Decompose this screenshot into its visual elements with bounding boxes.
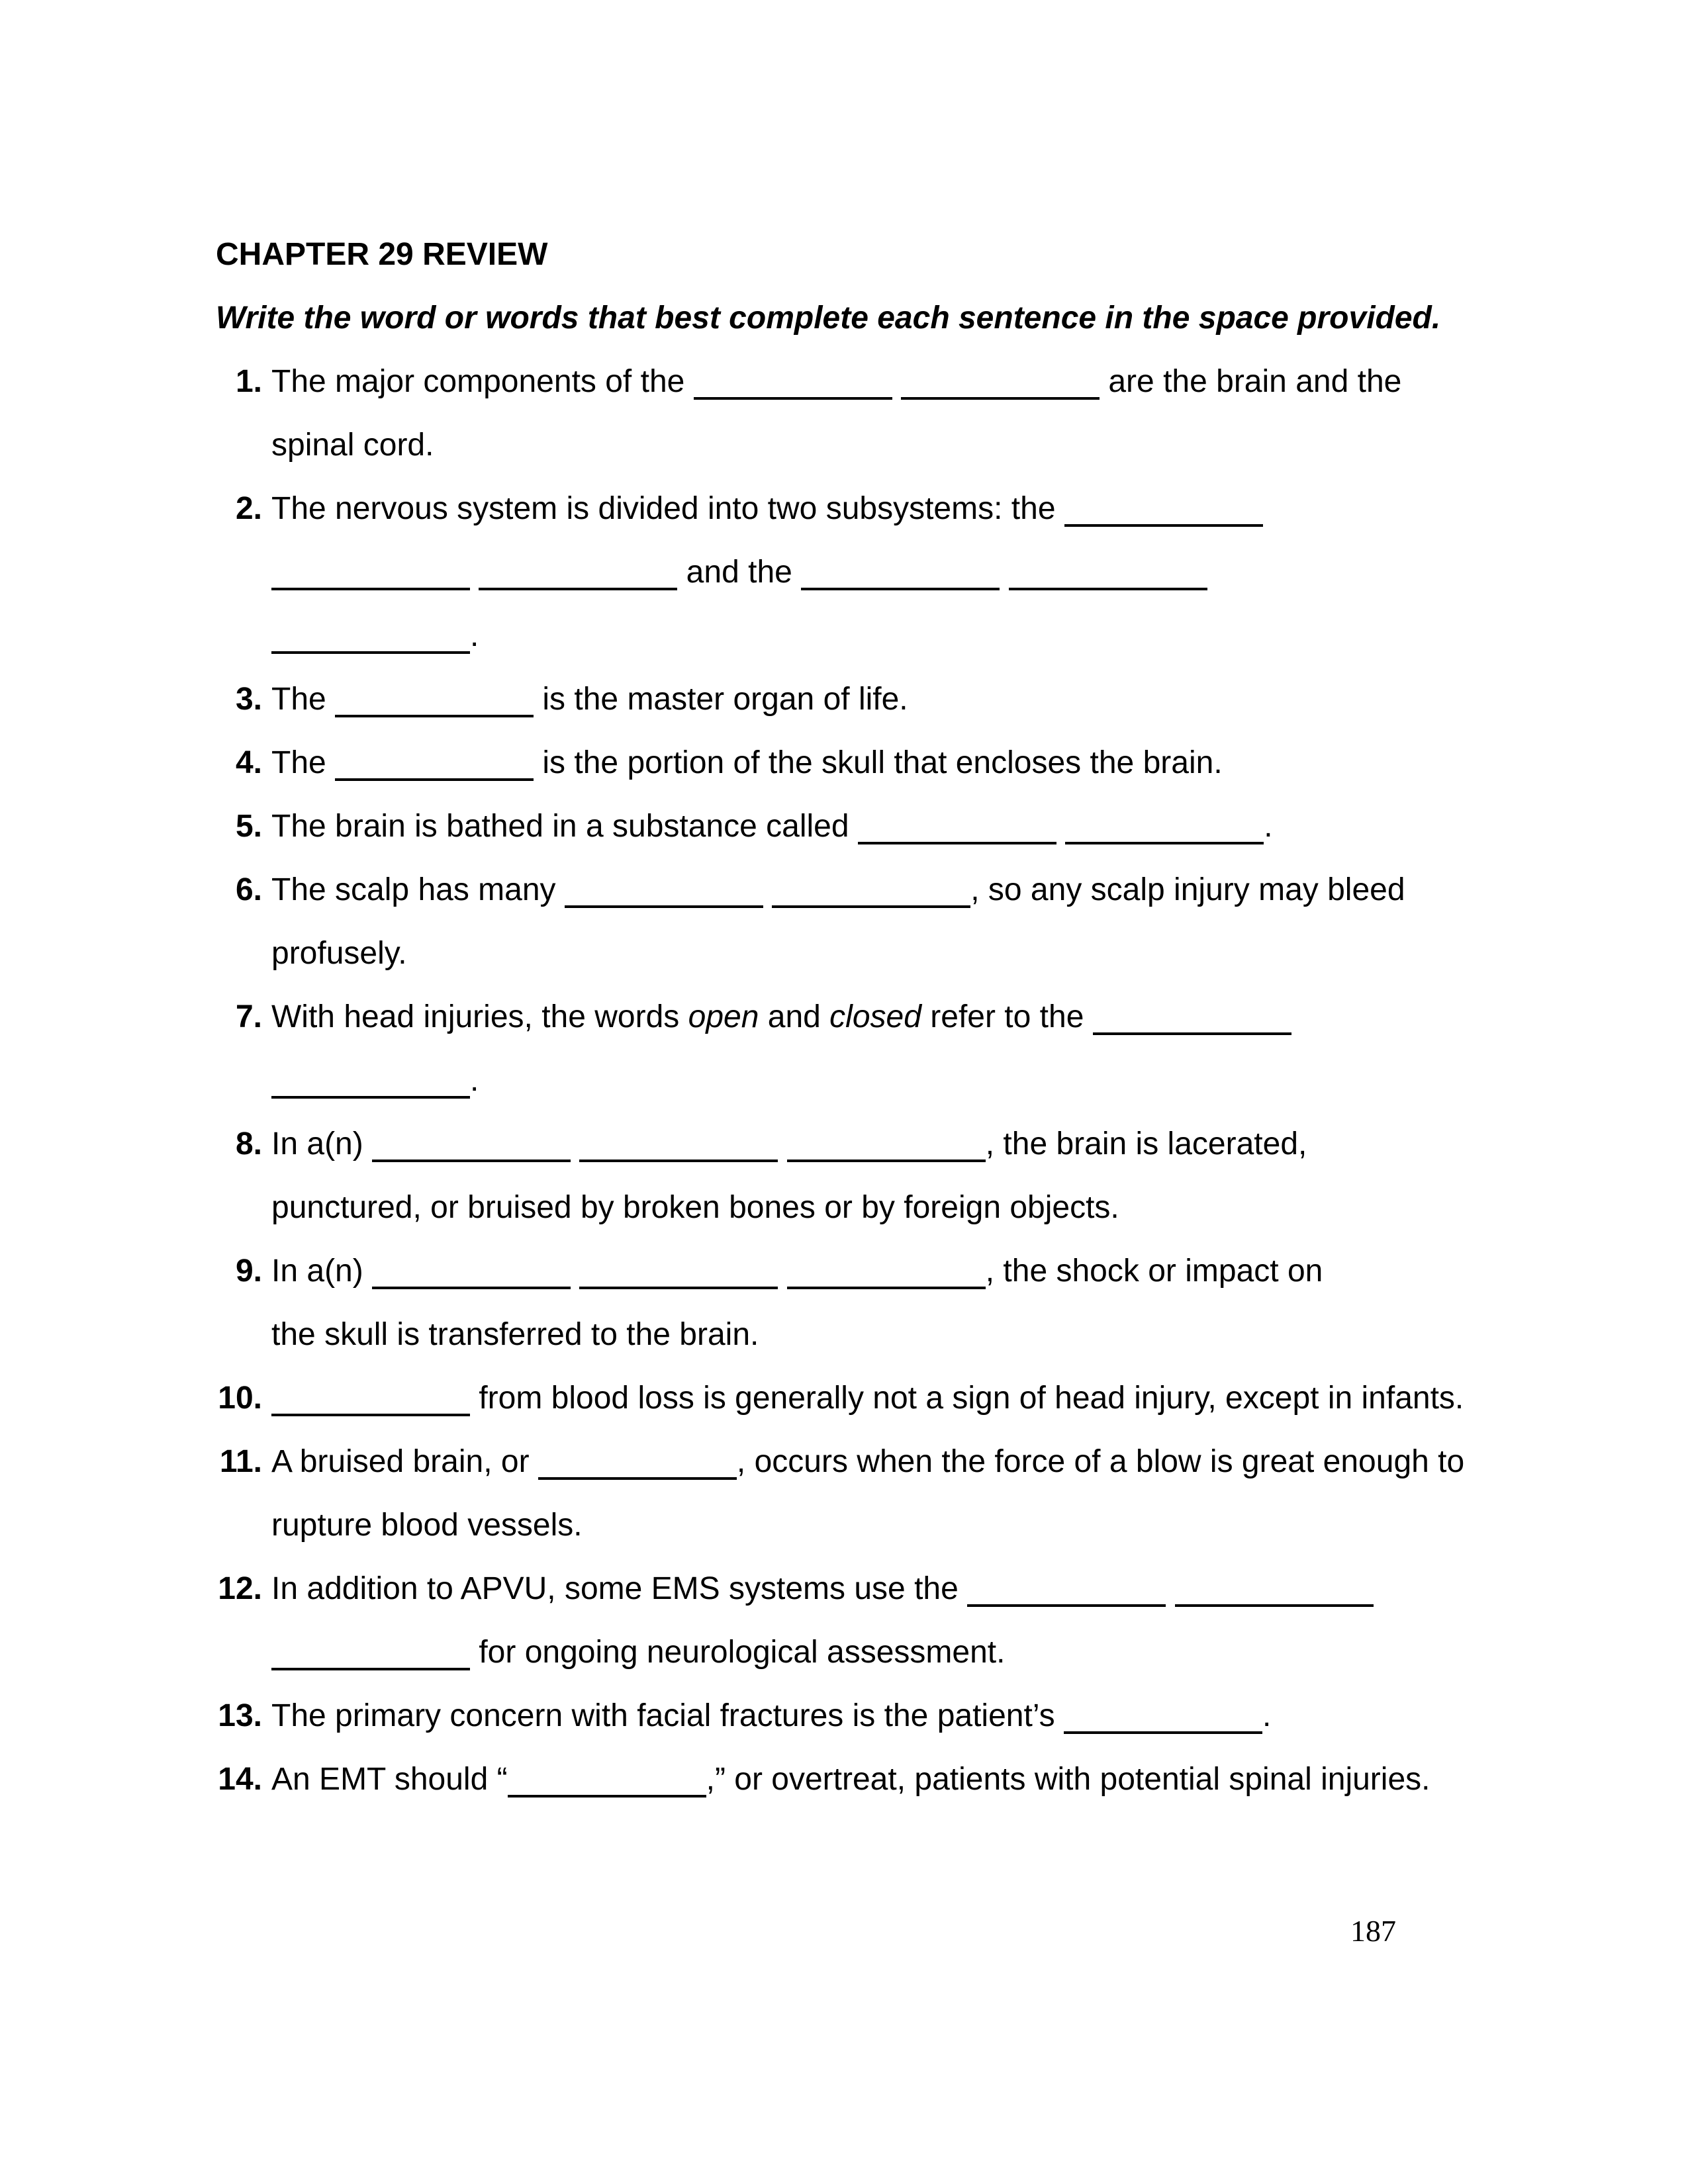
answer-blank bbox=[772, 905, 970, 908]
text-segment: The bbox=[271, 682, 336, 717]
answer-blank bbox=[479, 588, 677, 590]
answer-blank bbox=[901, 397, 1100, 400]
text-segment: A bruised brain, or bbox=[271, 1444, 538, 1479]
question-line bbox=[271, 1113, 1489, 1176]
answer-blank bbox=[335, 715, 534, 717]
answer-blank bbox=[787, 1160, 986, 1162]
question-row bbox=[216, 1367, 1489, 1430]
text-segment bbox=[1056, 809, 1065, 844]
question-number: 6. bbox=[235, 872, 262, 907]
question-row bbox=[216, 1557, 1489, 1684]
question-line bbox=[271, 795, 1489, 858]
question-number: 9. bbox=[235, 1253, 262, 1289]
question-line bbox=[271, 604, 1489, 668]
answer-blank bbox=[565, 905, 763, 908]
italic-text-segment: open bbox=[688, 999, 759, 1034]
text-segment: is the master organ of life. bbox=[534, 682, 908, 717]
text-segment: , the shock or impact on bbox=[985, 1253, 1323, 1289]
text-segment bbox=[1000, 555, 1008, 590]
question-line bbox=[271, 858, 1489, 922]
question-number: 4. bbox=[235, 745, 262, 780]
text-segment: for ongoing neurological assessment. bbox=[470, 1635, 1006, 1670]
question-body bbox=[271, 985, 1489, 1113]
question-line bbox=[271, 350, 1489, 414]
question-line bbox=[271, 1621, 1489, 1684]
text-segment: The nervous system is divided into two subsystems: the bbox=[271, 491, 1064, 526]
text-segment: The primary concern with facial fractures is the patient’s bbox=[271, 1698, 1064, 1733]
question-body bbox=[271, 477, 1489, 668]
question-row bbox=[216, 668, 1489, 731]
question-body bbox=[271, 1367, 1489, 1430]
question-line bbox=[271, 668, 1489, 731]
answer-blank bbox=[579, 1287, 778, 1289]
text-segment: are the brain and the bbox=[1100, 364, 1402, 399]
page-content bbox=[216, 223, 1489, 1811]
question-line bbox=[271, 1748, 1489, 1811]
question-line bbox=[271, 1430, 1489, 1494]
question-line bbox=[271, 1494, 1489, 1557]
question-number: 14. bbox=[218, 1762, 262, 1797]
text-segment bbox=[778, 1253, 786, 1289]
question-row bbox=[216, 1748, 1489, 1811]
question-line bbox=[271, 1557, 1489, 1621]
text-segment bbox=[892, 364, 901, 399]
text-segment: . bbox=[470, 618, 479, 653]
question-line bbox=[271, 1684, 1489, 1748]
question-line bbox=[271, 1367, 1489, 1430]
answer-blank bbox=[694, 397, 892, 400]
question-body bbox=[271, 1430, 1489, 1557]
answer-blank bbox=[579, 1160, 778, 1162]
text-segment: In a(n) bbox=[271, 1253, 373, 1289]
text-segment: punctured, or bruised by broken bones or by foreign objects. bbox=[271, 1190, 1119, 1225]
text-segment bbox=[1166, 1571, 1174, 1606]
question-line bbox=[271, 1049, 1489, 1113]
question-row bbox=[216, 985, 1489, 1113]
text-segment: profusely. bbox=[271, 936, 407, 971]
question-list bbox=[216, 350, 1489, 1811]
question-line bbox=[271, 477, 1489, 541]
question-line bbox=[271, 1240, 1489, 1303]
answer-blank bbox=[1093, 1032, 1291, 1035]
text-segment: . bbox=[1264, 809, 1273, 844]
text-segment: In addition to APVU, some EMS systems use the bbox=[271, 1571, 968, 1606]
question-number: 1. bbox=[235, 364, 262, 399]
answer-blank bbox=[787, 1287, 986, 1289]
question-number: 7. bbox=[235, 999, 262, 1034]
text-segment: and bbox=[759, 999, 830, 1034]
question-row bbox=[216, 1240, 1489, 1367]
question-number: 5. bbox=[235, 809, 262, 844]
text-segment: is the portion of the skull that encloses the brain. bbox=[534, 745, 1223, 780]
question-line bbox=[271, 1176, 1489, 1240]
question-line bbox=[271, 1303, 1489, 1367]
text-segment: The brain is bathed in a substance called bbox=[271, 809, 858, 844]
question-row bbox=[216, 1430, 1489, 1557]
text-segment bbox=[571, 1126, 579, 1161]
question-number: 10. bbox=[218, 1381, 262, 1416]
text-segment: The scalp has many bbox=[271, 872, 565, 907]
answer-blank bbox=[508, 1795, 706, 1797]
answer-blank bbox=[1064, 1731, 1262, 1734]
question-body bbox=[271, 1684, 1489, 1748]
answer-blank bbox=[967, 1604, 1166, 1607]
question-number: 8. bbox=[235, 1126, 262, 1161]
question-body bbox=[271, 350, 1489, 477]
text-segment: the skull is transferred to the brain. bbox=[271, 1317, 759, 1352]
question-body bbox=[271, 668, 1489, 731]
text-segment: spinal cord. bbox=[271, 428, 434, 463]
text-segment: , occurs when the force of a blow is great enough to bbox=[736, 1444, 1465, 1479]
text-segment: refer to the bbox=[921, 999, 1093, 1034]
question-row bbox=[216, 731, 1489, 795]
answer-blank bbox=[1009, 588, 1207, 590]
question-body bbox=[271, 795, 1489, 858]
question-row bbox=[216, 350, 1489, 477]
answer-blank bbox=[271, 588, 470, 590]
question-line bbox=[271, 414, 1489, 477]
question-row bbox=[216, 1684, 1489, 1748]
text-segment: . bbox=[1262, 1698, 1272, 1733]
question-body bbox=[271, 1240, 1489, 1367]
question-row bbox=[216, 1113, 1489, 1240]
italic-text-segment: closed bbox=[829, 999, 921, 1034]
answer-blank bbox=[271, 1096, 470, 1099]
question-row bbox=[216, 477, 1489, 668]
text-segment: rupture blood vessels. bbox=[271, 1508, 583, 1543]
answer-blank bbox=[1064, 524, 1263, 527]
question-number: 2. bbox=[235, 491, 262, 526]
question-row bbox=[216, 858, 1489, 985]
answer-blank bbox=[372, 1160, 571, 1162]
text-segment: . bbox=[470, 1063, 479, 1098]
question-number: 11. bbox=[219, 1444, 262, 1479]
answer-blank bbox=[538, 1477, 737, 1480]
question-body bbox=[271, 858, 1489, 985]
instruction-text: Write the word or words that best complete each sentence in the space provided. bbox=[216, 300, 1441, 336]
question-number: 12. bbox=[218, 1571, 262, 1606]
question-line bbox=[271, 922, 1489, 985]
text-segment bbox=[763, 872, 772, 907]
text-segment: The major components of the bbox=[271, 364, 694, 399]
text-segment: , the brain is lacerated, bbox=[985, 1126, 1307, 1161]
answer-blank bbox=[271, 1414, 470, 1416]
answer-blank bbox=[372, 1287, 571, 1289]
answer-blank bbox=[271, 1668, 470, 1670]
answer-blank bbox=[858, 842, 1056, 844]
text-segment: An EMT should “ bbox=[271, 1762, 508, 1797]
text-segment: ,” or overtreat, patients with potential spinal injuries. bbox=[706, 1762, 1430, 1797]
answer-blank bbox=[1175, 1604, 1374, 1607]
question-body bbox=[271, 1748, 1489, 1811]
answer-blank bbox=[801, 588, 1000, 590]
question-body bbox=[271, 1557, 1489, 1684]
page-title: CHAPTER 29 REVIEW bbox=[216, 237, 548, 272]
question-body bbox=[271, 1113, 1489, 1240]
text-segment: With head injuries, the words bbox=[271, 999, 688, 1034]
text-segment: from blood loss is generally not a sign of head injury, except in infants. bbox=[470, 1381, 1464, 1416]
question-number: 13. bbox=[218, 1698, 262, 1733]
page-number: 187 bbox=[1350, 1914, 1396, 1948]
text-segment bbox=[571, 1253, 579, 1289]
answer-blank bbox=[1065, 842, 1264, 844]
text-segment bbox=[778, 1126, 786, 1161]
text-segment: , so any scalp injury may bleed bbox=[970, 872, 1405, 907]
question-body bbox=[271, 731, 1489, 795]
question-row bbox=[216, 795, 1489, 858]
text-segment: and the bbox=[677, 555, 802, 590]
question-line bbox=[271, 731, 1489, 795]
text-segment: In a(n) bbox=[271, 1126, 373, 1161]
question-line bbox=[271, 985, 1489, 1049]
answer-blank bbox=[335, 778, 534, 781]
text-segment bbox=[470, 555, 479, 590]
question-line bbox=[271, 541, 1489, 604]
text-segment: The bbox=[271, 745, 336, 780]
answer-blank bbox=[271, 651, 470, 654]
question-number: 3. bbox=[235, 682, 262, 717]
